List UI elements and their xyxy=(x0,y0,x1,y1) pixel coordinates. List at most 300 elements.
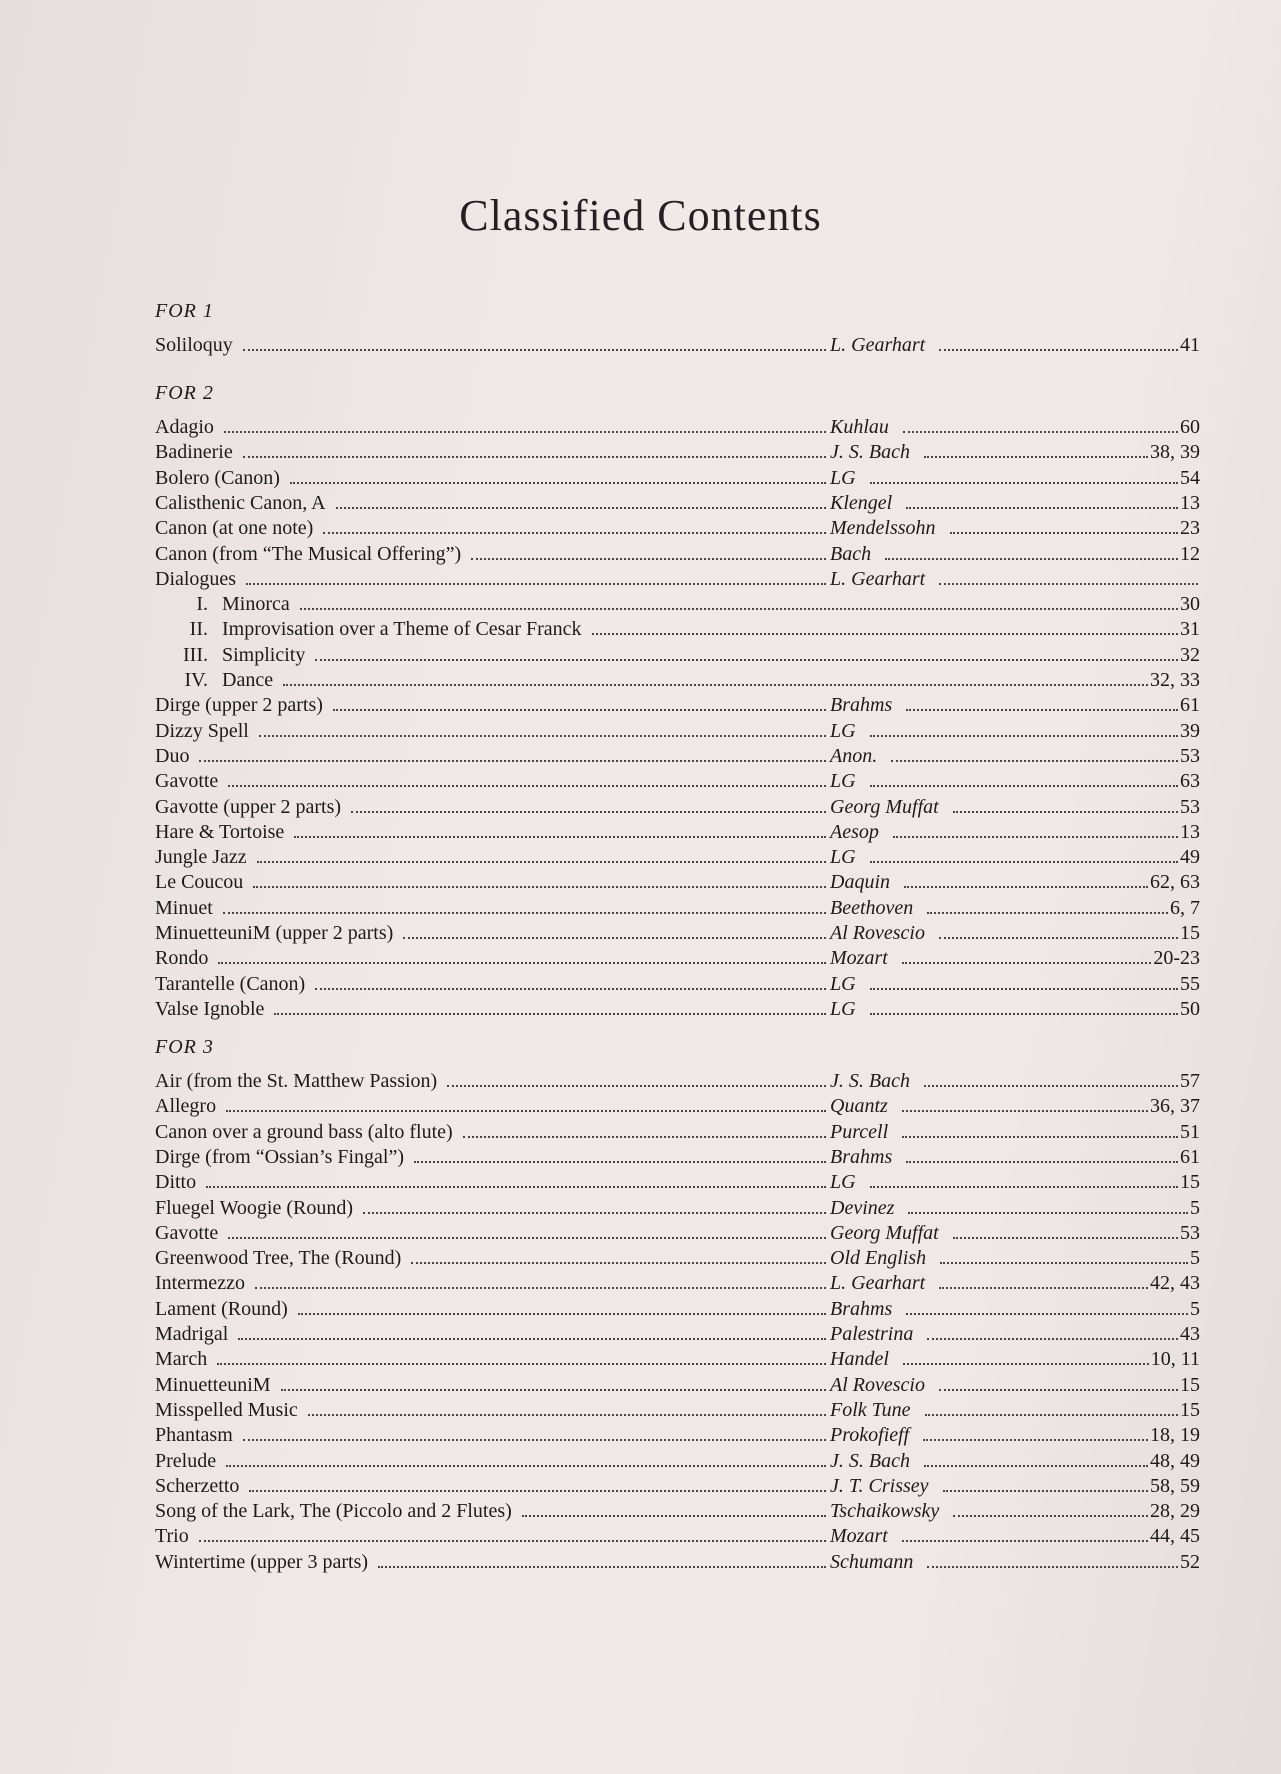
piece-name: Dirge (upper 2 parts) xyxy=(155,694,323,717)
toc-entry xyxy=(150,333,1200,358)
piece-title xyxy=(155,820,284,845)
dot-leader xyxy=(925,1414,1178,1416)
toc-entry xyxy=(150,744,1200,769)
dot-leader xyxy=(870,1013,1178,1015)
piece-title xyxy=(155,845,247,870)
page-number: 39 xyxy=(1180,719,1200,742)
dot-leader xyxy=(870,482,1178,484)
toc-entry xyxy=(150,1094,1200,1119)
toc-entry xyxy=(150,1347,1200,1372)
piece-title xyxy=(180,668,273,693)
piece-name: Misspelled Music xyxy=(155,1398,298,1421)
page-number: 43 xyxy=(1180,1323,1200,1345)
piece-title xyxy=(155,946,208,971)
part-numeral: II. xyxy=(189,618,208,641)
dot-leader xyxy=(939,1389,1178,1391)
piece-name: Dizzy Spell xyxy=(155,719,249,742)
piece-title xyxy=(155,1449,216,1474)
dot-leader xyxy=(255,1287,826,1289)
composer-name: J. S. Bach xyxy=(830,441,910,464)
dot-leader xyxy=(903,1363,1149,1365)
page-number: 30 xyxy=(1180,593,1200,616)
dot-leader xyxy=(870,735,1178,737)
piece-name: Dirge (from “Ossian’s Fingal”) xyxy=(155,1145,405,1168)
toc-entry xyxy=(150,516,1200,541)
page-number: 49 xyxy=(1180,846,1200,869)
dot-leader xyxy=(906,1161,1178,1163)
toc-entry xyxy=(150,643,1200,668)
piece-name: Soliloquy xyxy=(155,334,233,356)
piece-title xyxy=(155,567,236,592)
composer-name: LG xyxy=(830,1171,856,1194)
composer-name: Beethoven xyxy=(830,896,914,919)
dot-leader xyxy=(199,1540,826,1542)
dot-leader xyxy=(294,836,826,838)
toc-entry xyxy=(150,1297,1200,1322)
piece-name: March xyxy=(155,1348,208,1371)
piece-title xyxy=(155,921,393,946)
page-number: 31 xyxy=(1180,618,1200,641)
piece-name: Song of the Lark, The (Piccolo and 2 Flutes) xyxy=(155,1500,512,1523)
page-number: 15 xyxy=(1180,922,1200,944)
dot-leader xyxy=(943,1490,1148,1492)
toc-entry xyxy=(150,719,1200,744)
dot-leader xyxy=(243,349,826,351)
composer-name: Schumann xyxy=(830,1550,914,1573)
dot-leader xyxy=(950,532,1178,534)
composer-name: Mozart xyxy=(830,1525,888,1548)
piece-title xyxy=(155,1271,245,1296)
piece-title xyxy=(155,769,218,794)
toc-entry xyxy=(150,466,1200,491)
page-number: 61 xyxy=(1180,694,1200,717)
dot-leader xyxy=(243,1439,826,1441)
piece-title xyxy=(155,491,326,516)
piece-name: Canon over a ground bass (alto flute) xyxy=(155,1120,453,1143)
dot-leader xyxy=(902,1540,1148,1542)
composer-name: Al Rovescio xyxy=(830,1373,925,1396)
piece-name: Prelude xyxy=(155,1449,217,1472)
dot-leader xyxy=(298,1313,826,1315)
piece-name: Minuet xyxy=(155,896,213,919)
page-number: 15 xyxy=(1180,1398,1200,1421)
piece-name: Phantasm xyxy=(155,1424,233,1447)
composer-name: Brahms xyxy=(830,694,893,717)
dot-leader xyxy=(924,1085,1178,1087)
piece-title xyxy=(155,415,214,440)
toc-entry xyxy=(150,997,1200,1022)
piece-name: Bolero (Canon) xyxy=(155,466,280,489)
dot-leader xyxy=(891,760,1178,762)
toc-entry xyxy=(150,592,1200,617)
piece-name: Hare & Tortoise xyxy=(155,820,285,843)
dot-leader xyxy=(927,1338,1178,1340)
piece-title xyxy=(155,795,341,820)
dot-leader xyxy=(243,456,826,458)
section-heading: FOR 1 xyxy=(155,300,214,322)
toc-entry xyxy=(150,972,1200,997)
dot-leader xyxy=(363,1212,826,1214)
piece-title xyxy=(155,1398,298,1423)
piece-name: Badinerie xyxy=(155,441,233,464)
composer-name: Folk Tune xyxy=(830,1398,911,1421)
piece-title xyxy=(155,870,243,895)
dot-leader xyxy=(940,1262,1188,1264)
piece-title xyxy=(155,1373,271,1398)
piece-name: Scherzetto xyxy=(155,1474,240,1497)
composer-name: L. Gearhart xyxy=(830,334,926,356)
dot-leader xyxy=(927,912,1168,914)
page-number: 5 xyxy=(1190,1196,1200,1219)
dot-leader xyxy=(906,1313,1188,1315)
piece-title xyxy=(155,1550,368,1575)
piece-name: Trio xyxy=(155,1525,189,1548)
page-number: 38, 39 xyxy=(1150,441,1200,464)
page-number: 15 xyxy=(1180,1171,1200,1194)
dot-leader xyxy=(927,1566,1178,1568)
toc-entry xyxy=(150,668,1200,693)
page-number: 53 xyxy=(1180,1221,1200,1244)
dot-leader xyxy=(217,1363,826,1365)
piece-title xyxy=(155,1297,288,1322)
toc-entry xyxy=(150,491,1200,516)
piece-title xyxy=(155,1145,404,1170)
piece-name: Gavotte xyxy=(155,1221,219,1244)
toc-entry xyxy=(150,567,1200,592)
dot-leader xyxy=(290,482,826,484)
piece-title xyxy=(155,440,233,465)
dot-leader xyxy=(308,1414,826,1416)
toc-entry xyxy=(150,1221,1200,1246)
toc-entry xyxy=(150,769,1200,794)
dot-leader xyxy=(378,1566,826,1568)
piece-name: Adagio xyxy=(155,416,214,438)
page-number: 53 xyxy=(1180,795,1200,818)
dot-leader xyxy=(411,1262,826,1264)
piece-title xyxy=(155,693,323,718)
page-number: 58, 59 xyxy=(1150,1474,1200,1497)
section-heading: FOR 2 xyxy=(155,382,214,404)
part-numeral: III. xyxy=(183,643,208,666)
page-number: 10, 11 xyxy=(1150,1348,1200,1371)
toc-entry xyxy=(150,946,1200,971)
dot-leader xyxy=(870,785,1178,787)
page-number: 20-23 xyxy=(1153,947,1200,970)
page-number: 13 xyxy=(1180,491,1200,514)
page-number: 41 xyxy=(1180,334,1200,356)
toc-entry xyxy=(150,415,1200,440)
page-title: Classified Contents xyxy=(459,191,822,240)
dot-leader xyxy=(274,1013,826,1015)
dot-leader xyxy=(228,1237,826,1239)
dot-leader xyxy=(238,1338,826,1340)
toc-entry xyxy=(150,1423,1200,1448)
composer-name: Palestrina xyxy=(830,1323,914,1345)
composer-name: LG xyxy=(830,719,856,742)
toc-entry xyxy=(150,1145,1200,1170)
page-number: 23 xyxy=(1180,517,1200,540)
piece-name: Air (from the St. Matthew Passion) xyxy=(155,1070,438,1092)
toc-entry xyxy=(150,542,1200,567)
composer-name: Klengel xyxy=(830,491,893,514)
dot-leader xyxy=(902,1136,1178,1138)
composer-name: Brahms xyxy=(830,1145,893,1168)
piece-title xyxy=(155,1524,189,1549)
toc-entry xyxy=(150,1271,1200,1296)
piece-name: Lament (Round) xyxy=(155,1297,288,1320)
page-number: 54 xyxy=(1180,466,1200,489)
composer-name: J. T. Crissey xyxy=(830,1474,929,1497)
dot-leader xyxy=(893,836,1178,838)
page-number: 57 xyxy=(1180,1070,1200,1092)
dot-leader xyxy=(870,861,1178,863)
piece-name: Madrigal xyxy=(155,1323,229,1345)
page-number: 62, 63 xyxy=(1150,871,1200,894)
composer-name: L. Gearhart xyxy=(830,567,926,590)
toc-entry xyxy=(150,1170,1200,1195)
piece-title xyxy=(155,896,213,921)
dot-leader xyxy=(906,709,1178,711)
page-number: 5 xyxy=(1190,1297,1200,1320)
piece-name: Simplicity xyxy=(222,643,306,666)
composer-name: Prokofieff xyxy=(830,1424,910,1447)
dot-leader xyxy=(403,937,826,939)
dot-leader xyxy=(463,1136,826,1138)
composer-name: L. Gearhart xyxy=(830,1272,926,1295)
composer-name: LG xyxy=(830,972,856,995)
dot-leader xyxy=(908,1212,1188,1214)
piece-title xyxy=(155,466,280,491)
page-number: 48, 49 xyxy=(1150,1449,1200,1472)
piece-title xyxy=(180,617,582,642)
piece-title xyxy=(180,643,305,668)
composer-name: Old English xyxy=(830,1247,927,1270)
part-numeral: I. xyxy=(196,593,208,616)
dot-leader xyxy=(953,1515,1148,1517)
toc-entry xyxy=(150,795,1200,820)
dot-leader xyxy=(218,962,826,964)
piece-name: MinuetteuniM (upper 2 parts) xyxy=(155,922,394,944)
piece-name: Duo xyxy=(155,744,190,767)
toc-entry xyxy=(150,440,1200,465)
dot-leader xyxy=(902,1110,1148,1112)
page-number: 44, 45 xyxy=(1150,1525,1200,1548)
piece-title xyxy=(155,972,305,997)
piece-title xyxy=(155,1499,512,1524)
piece-title xyxy=(155,997,264,1022)
dot-leader xyxy=(885,558,1178,560)
toc-entry xyxy=(150,1474,1200,1499)
composer-name: Bach xyxy=(830,542,872,565)
toc-entry xyxy=(150,1524,1200,1549)
dot-leader xyxy=(336,507,826,509)
composer-name: Anon. xyxy=(830,744,878,767)
dot-leader xyxy=(257,861,826,863)
composer-name: Georg Muffat xyxy=(830,795,939,818)
composer-name: LG xyxy=(830,846,856,869)
dot-leader xyxy=(906,507,1178,509)
piece-title xyxy=(155,719,249,744)
dot-leader xyxy=(939,583,1198,585)
dot-leader xyxy=(300,608,1178,610)
composer-name: Purcell xyxy=(830,1120,889,1143)
piece-title xyxy=(155,516,313,541)
piece-title xyxy=(155,1069,437,1094)
dot-leader xyxy=(259,735,826,737)
composer-name: LG xyxy=(830,770,856,793)
page-number: 15 xyxy=(1180,1373,1200,1396)
dot-leader xyxy=(281,1389,826,1391)
piece-name: Wintertime (upper 3 parts) xyxy=(155,1550,369,1573)
piece-name: MinuetteuniM xyxy=(155,1373,271,1396)
piece-name: Rondo xyxy=(155,947,209,970)
page-number: 18, 19 xyxy=(1150,1424,1200,1447)
page-number: 51 xyxy=(1180,1120,1200,1143)
piece-title xyxy=(155,1246,401,1271)
composer-name: Georg Muffat xyxy=(830,1221,939,1244)
toc-entry xyxy=(150,1499,1200,1524)
dot-leader xyxy=(199,760,826,762)
dot-leader xyxy=(903,431,1178,433)
page-number: 53 xyxy=(1180,744,1200,767)
piece-title xyxy=(155,744,189,769)
piece-name: Gavotte (upper 2 parts) xyxy=(155,795,342,818)
toc-entry xyxy=(150,1196,1200,1221)
piece-title xyxy=(155,1094,216,1119)
page-number: 52 xyxy=(1180,1550,1200,1573)
toc-entry xyxy=(150,1069,1200,1094)
toc-entry xyxy=(150,845,1200,870)
composer-name: Tschaikowsky xyxy=(830,1500,940,1523)
toc-entry xyxy=(150,896,1200,921)
dot-leader xyxy=(226,1110,826,1112)
dot-leader xyxy=(939,937,1178,939)
toc-entry xyxy=(150,1322,1200,1347)
dot-leader xyxy=(228,785,826,787)
dot-leader xyxy=(206,1186,826,1188)
piece-title xyxy=(155,1196,353,1221)
dot-leader xyxy=(953,811,1178,813)
page-number: 55 xyxy=(1180,972,1200,995)
dot-leader xyxy=(939,349,1178,351)
composer-name: LG xyxy=(830,466,856,489)
piece-name: Intermezzo xyxy=(155,1272,245,1295)
toc-entry xyxy=(150,1398,1200,1423)
page-number: 63 xyxy=(1180,770,1200,793)
piece-name: Greenwood Tree, The (Round) xyxy=(155,1247,402,1270)
piece-title xyxy=(155,1120,453,1145)
dot-leader xyxy=(923,1439,1148,1441)
page-number: 61 xyxy=(1180,1145,1200,1168)
piece-name: Le Coucou xyxy=(155,871,244,894)
dot-leader xyxy=(904,886,1148,888)
toc-entry xyxy=(150,870,1200,895)
dot-leader xyxy=(471,558,826,560)
page-number: 12 xyxy=(1180,542,1200,565)
section-heading: FOR 3 xyxy=(155,1036,214,1058)
composer-name: Brahms xyxy=(830,1297,893,1320)
toc-entry xyxy=(150,693,1200,718)
page-number: 32, 33 xyxy=(1150,669,1200,691)
dot-leader xyxy=(902,962,1152,964)
toc-entry xyxy=(150,1373,1200,1398)
dot-leader xyxy=(351,811,826,813)
composer-name: Al Rovescio xyxy=(830,922,925,944)
piece-title xyxy=(155,1347,207,1372)
page-number: 6, 7 xyxy=(1170,896,1200,919)
dot-leader xyxy=(249,1490,826,1492)
dot-leader xyxy=(333,709,826,711)
dot-leader xyxy=(870,988,1178,990)
piece-name: Canon (from “The Musical Offering”) xyxy=(155,542,462,565)
dot-leader xyxy=(223,912,826,914)
composer-name: Quantz xyxy=(830,1095,888,1118)
composer-name: J. S. Bach xyxy=(830,1449,910,1472)
piece-name: Jungle Jazz xyxy=(155,846,247,869)
piece-title xyxy=(155,1423,233,1448)
piece-title xyxy=(180,592,290,617)
composer-name: Aesop xyxy=(830,820,879,843)
dot-leader xyxy=(246,583,826,585)
page-number: 36, 37 xyxy=(1150,1095,1200,1118)
piece-name: Ditto xyxy=(155,1171,197,1194)
toc-entry xyxy=(150,617,1200,642)
toc-entry xyxy=(150,1550,1200,1575)
dot-leader xyxy=(315,988,826,990)
page-number: 13 xyxy=(1180,820,1200,843)
dot-leader xyxy=(924,456,1148,458)
dot-leader xyxy=(226,1465,826,1467)
dot-leader xyxy=(315,659,1178,661)
composer-name: Handel xyxy=(830,1348,889,1371)
toc-entry xyxy=(150,1246,1200,1271)
toc-entry xyxy=(150,1120,1200,1145)
part-numeral: IV. xyxy=(184,669,208,691)
piece-title xyxy=(155,1170,196,1195)
piece-name: Canon (at one note) xyxy=(155,517,314,540)
page-number: 5 xyxy=(1190,1247,1200,1270)
piece-name: Fluegel Woogie (Round) xyxy=(155,1196,353,1219)
page-number: 50 xyxy=(1180,997,1200,1020)
piece-title xyxy=(155,542,461,567)
piece-title xyxy=(155,1322,228,1347)
dot-leader xyxy=(283,684,1148,686)
page-number: 32 xyxy=(1180,643,1200,666)
composer-name: Daquin xyxy=(830,871,890,894)
toc-entry xyxy=(150,820,1200,845)
toc-entry xyxy=(150,1449,1200,1474)
composer-name: Kuhlau xyxy=(830,416,889,438)
dot-leader xyxy=(924,1465,1148,1467)
page-number: 42, 43 xyxy=(1150,1272,1200,1295)
page-number: 60 xyxy=(1180,416,1200,438)
piece-name: Improvisation over a Theme of Cesar Franck xyxy=(222,618,582,641)
dot-leader xyxy=(522,1515,826,1517)
piece-title xyxy=(155,1474,239,1499)
dot-leader xyxy=(447,1085,826,1087)
dot-leader xyxy=(253,886,826,888)
piece-name: Tarantelle (Canon) xyxy=(155,972,306,995)
dot-leader xyxy=(953,1237,1178,1239)
dot-leader xyxy=(323,532,826,534)
piece-name: Allegro xyxy=(155,1095,217,1118)
piece-name: Gavotte xyxy=(155,770,219,793)
composer-name: Devinez xyxy=(830,1196,895,1219)
piece-name: Calisthenic Canon, A xyxy=(155,491,326,514)
page-number: 28, 29 xyxy=(1150,1500,1200,1523)
piece-title xyxy=(155,333,233,358)
piece-name: Dance xyxy=(222,669,274,691)
